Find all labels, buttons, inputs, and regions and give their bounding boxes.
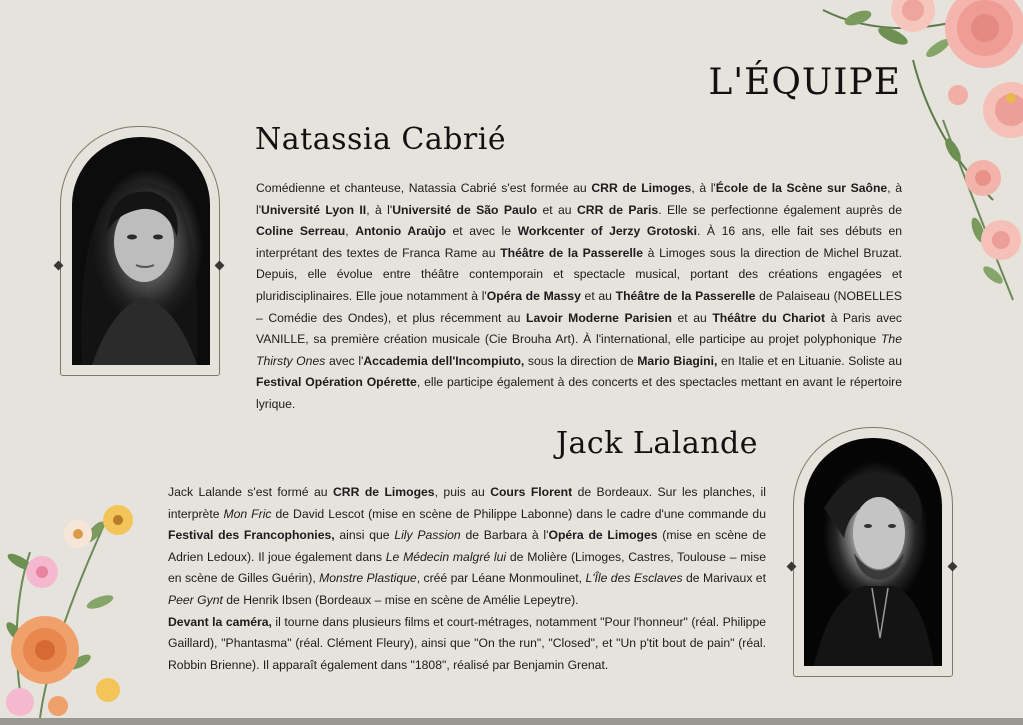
bio-text-segment: Théâtre du Chariot: [712, 310, 826, 325]
bio-text-segment: de Marivaux et: [682, 571, 766, 586]
bio-text-segment: de Barbara à l': [460, 528, 549, 543]
bio-text-segment: Opéra de Limoges: [548, 528, 658, 543]
bio-text-segment: , créé par Léane Monmoulinet,: [416, 571, 586, 586]
bio-text-segment: de David Lescot (mise en scène de Philippe Labonne) dans le cadre d'une commande du: [271, 506, 766, 521]
bio-text-segment: Université Lyon II: [261, 202, 367, 217]
bio-text-segment: Mon Fric: [223, 506, 272, 521]
bio-text-segment: L'Île des Esclaves: [585, 571, 683, 586]
bio-text-segment: de Bordeaux. Sur les planches, il interprète: [168, 485, 766, 521]
floral-bouquet-icon: [0, 492, 150, 718]
bio-text-segment: Théâtre de la Passerelle: [500, 245, 643, 260]
bio-text-segment: il tourne dans plusieurs films et court-métrages, notamment "Pour l'honneur" (réal. Philippe Gaillard), "Phantasma" (réal. Clément Fleury), ainsi que "On the run", "Closed", et "Un p'tit bout de pain" (réal. Robbin Brienne). Il apparaît également dans "1808", réalisé par Benjamin Grenat.: [168, 614, 766, 672]
bio-text-segment: à Paris avec VANILLE, sa première création musicale (Cie Brouha Art). À l'international, elle participe au projet polyphonique: [256, 310, 902, 347]
bio-text-segment: Festival des Francophonies,: [168, 528, 335, 543]
bio-text-segment: de Palaiseau (NOBELLES – Comédie des Ondes), et plus récemment au: [256, 288, 902, 325]
portrait-photo: [72, 137, 210, 365]
bio-text-segment: Comédienne et chanteuse, Natassia Cabrié s'est formée au: [256, 181, 592, 195]
bio-text-segment: Coline Serreau: [256, 224, 346, 239]
bio-text-segment: , puis au: [434, 485, 491, 499]
bio-text-segment: et au: [537, 202, 577, 217]
bio-text-segment: de Henrik Ibsen (Bordeaux – mise en scène de Amélie Lepeytre).: [222, 592, 579, 607]
bio-text-segment: en Italie et en Lituanie. Soliste au: [717, 353, 902, 368]
bio-text-segment: sous la direction de: [524, 353, 638, 368]
bio-text-segment: et avec le: [445, 224, 518, 239]
bio-text-segment: de Molière (Limoges, Castres, Toulouse – mise en scène de Gilles Guérin),: [168, 549, 766, 586]
bio-text-segment: Lavoir Moderne Parisien: [526, 310, 672, 325]
bio-text-segment: Monstre Plastique: [319, 571, 417, 586]
bio-text-segment: Accademia dell'Incompiuto,: [363, 353, 525, 368]
bio-text-segment: , elle participe également à des concerts et des spectacles mettant en avant le répertoire lyrique.: [256, 375, 902, 411]
bio-text-segment: , à l': [256, 181, 903, 217]
bio-text-segment: avec l': [325, 353, 364, 368]
bio-text-segment: Opéra de Massy: [486, 288, 581, 303]
bio-text-segment: Jack Lalande s'est formé au: [168, 485, 333, 499]
bio-text-segment: . Elle se perfectionne également auprès de: [658, 202, 902, 217]
bio-text-segment: ainsi que: [334, 528, 395, 543]
bio-text-segment: et au: [671, 310, 713, 325]
bio-text-segment: Devant la caméra,: [168, 614, 272, 629]
portrait-photo: [804, 438, 942, 666]
bio-text-segment: CRR de Limoges: [591, 181, 692, 195]
bio-text-segment: CRR de Paris: [576, 202, 659, 217]
bio-text-segment: et au: [580, 288, 616, 303]
bio-text-segment: . À 16 ans, elle fait ses débuts en interprétant des textes de Franca Rame au: [256, 224, 902, 260]
bio-text-segment: The Thirsty Ones: [256, 332, 902, 368]
bio-text-segment: Antonio Araùjo: [355, 224, 446, 239]
bio-text-segment: à Limoges sous la direction de Michel Bruzat. Depuis, elle évolue entre théâtre contemporain et spectacle musical, portant des créations engagées et pluridisciplinaires. Elle joue notamment à l': [256, 245, 902, 303]
member-bio: [168, 482, 766, 676]
bio-text-segment: Lily Passion: [394, 528, 461, 543]
member-name: Jack Lalande: [556, 426, 758, 461]
bio-text-segment: (mise en scène de Adrien Ledoux). Il joue également dans: [168, 528, 766, 564]
bio-text-segment: CRR de Limoges: [332, 485, 435, 499]
bio-text-segment: , à l': [366, 202, 393, 217]
page-title: L'ÉQUIPE: [708, 62, 901, 103]
bottom-bar: [0, 718, 1023, 725]
bio-text-segment: Théâtre de la Passerelle: [615, 288, 756, 303]
bio-text-segment: Le Médecin malgré lui: [385, 549, 507, 564]
bio-text-segment: École de la Scène sur Saône: [715, 181, 888, 195]
member-name: Natassia Cabrié: [255, 122, 507, 157]
bio-text-segment: Mario Biagini,: [637, 353, 718, 368]
bio-text-segment: Université de São Paulo: [392, 202, 538, 217]
bio-text-segment: , à l': [691, 181, 716, 195]
member-bio: [256, 178, 902, 416]
bio-text-segment: ,: [345, 224, 356, 239]
bio-text-segment: Workcenter of Jerzy Grotoski: [517, 224, 697, 239]
bio-text-segment: Peer Gynt: [168, 592, 223, 607]
bio-text-segment: Cours Florent: [490, 485, 573, 499]
bio-text-segment: Festival Opération Opérette: [256, 375, 417, 390]
